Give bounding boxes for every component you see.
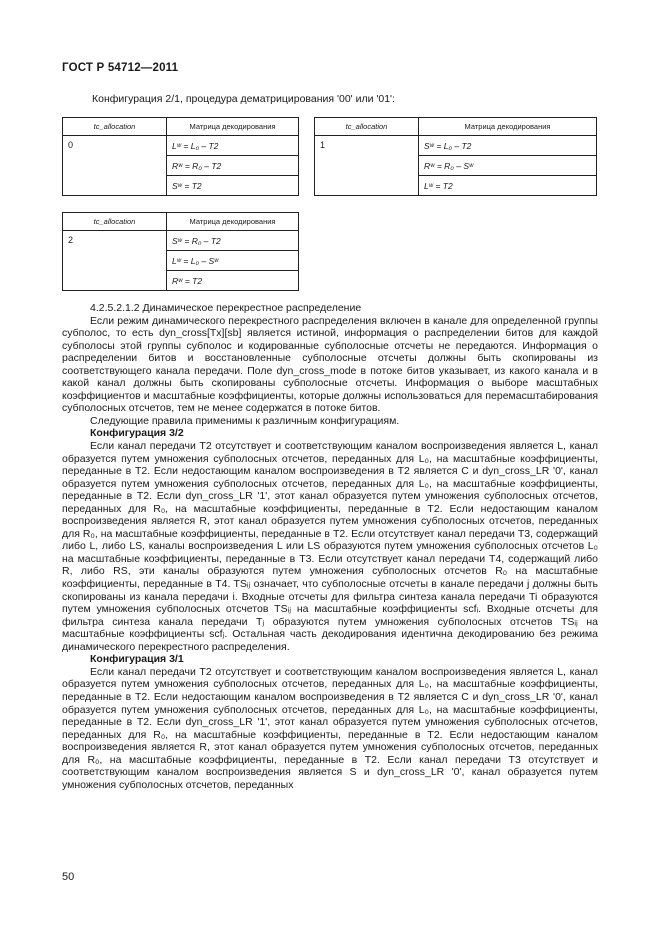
decoding-matrix-table-1 [314, 117, 597, 196]
tc-allocation-value: 1 [315, 136, 419, 196]
matrix-formula: Rʷ = R₀ – Sʷ [419, 156, 597, 176]
matrix-formula: Lʷ = L₀ – T2 [167, 136, 299, 156]
column-header-matrix: Матрица декодирования [419, 118, 597, 136]
section-title: 4.2.5.2.1.2 Динамическое перекрестное распределение [90, 302, 362, 314]
column-header-tc-allocation: tc_allocation [63, 213, 167, 231]
matrix-formula: Lʷ = L₀ – Sʷ [167, 251, 299, 271]
decoding-matrix-table-0 [62, 117, 299, 196]
document-header: ГОСТ Р 54712—2011 [62, 62, 179, 74]
matrix-formula: Sʷ = R₀ – T2 [167, 231, 299, 251]
column-header-matrix: Матрица декодирования [167, 213, 299, 231]
table-caption: Конфигурация 2/1, процедура дематрицирования '00' или '01': [92, 93, 395, 105]
matrix-formula: Sʷ = L₀ – T2 [419, 136, 597, 156]
page-number: 50 [62, 871, 75, 883]
configuration-heading: Конфигурация 3/1 [90, 653, 184, 666]
matrix-formula: Sʷ = T2 [167, 176, 299, 196]
column-header-tc-allocation: tc_allocation [315, 118, 419, 136]
tc-allocation-value: 2 [63, 231, 167, 291]
body-text [62, 302, 598, 791]
paragraph: Следующие правила применимы к различным конфигурациям. [90, 414, 400, 427]
matrix-formula: Lʷ = T2 [419, 176, 597, 196]
paragraph: Если канал передачи T2 отсутствует и соответствующим каналом воспроизведения является L, канал образуется путем умножения субполосных отсчетов, переданных для L₀, на масштабные коэффициенты, переданные в T2. Если недостающим каналом воспроизведения в T2 является C и dyn_cross_LR '0', канал образуется путем умножения субполосных отсчетов, переданных для L₀, на масштабные коэффициенты, переданные в T2. Если dyn_cross_LR '1', этот канал образуется путем умножения субполосных отсчетов, переданных для R₀, на масштабные коэффициенты, переданные в T2. Если недостающим каналом воспроизведения является R, этот канал образуется путем умножения субполосных отсчетов, переданных для R₀, на масштабные коэффициенты, переданные в T2. Если отсутствует канал передачи T3, содержащий либо L, либо LS, каналы воспроизведения L или LS образуются путем умножения субполосных отсчетов L₀ на масштабные коэффициенты, переданные в T3. Если отсутствует канал передачи T4, содержащий либо R, либо RS, эти каналы образуются путем умножения субполосных отсчетов R₀ на масштабные коэффициенты, переданные в T4. TSᵢⱼ означает, что субполосные отсчеты в канале передачи j должны быть скопированы из канала передачи i. Входные отсчеты для фильтра синтеза канала передачи Ti образуются путем умножения субполосных отсчетов TSᵢⱼ на масштабные коэффициенты scfᵢ. Входные отсчеты для фильтра синтеза канала передачи Tⱼ образуются путем умножения субполосных отсчетов TSᵢⱼ на масштабные коэффициенты scfⱼ. Остальная часть декодирования идентична декодированию без режима динамического перекрестного распределения. [62, 440, 598, 653]
column-header-matrix: Матрица декодирования [167, 118, 299, 136]
configuration-heading: Конфигурация 3/2 [90, 427, 184, 440]
matrix-formula: Rʷ = T2 [167, 271, 299, 291]
paragraph: Если канал передачи T2 отсутствует и соответствующим каналом воспроизведения является L, канал образуется путем умножения субполосных отсчетов, переданных для L₀, на масштабные коэффициенты, переданные в T2. Если недостающим каналом воспроизведения в T2 является C и dyn_cross_LR '0', канал образуется путем умножения субполосных отсчетов, переданных для L₀, на масштабные коэффициенты, переданные в T2. Если dyn_cross_LR '1', этот канал образуется путем умножения субполосных отсчетов, переданных для R₀, на масштабные коэффициенты, переданные в T2. Если недостающим каналом воспроизведения является R, этот канал образуется путем умножения субполосных отсчетов, переданных для R₀, на масштабные коэффициенты, переданные в T2. Если канал передачи T3 отсутствует и соответствующим каналом воспроизведения является S и dyn_cross_LR '0', канал образуется путем умножения субполосных отсчетов, переданных [62, 665, 598, 791]
paragraph: Если режим динамического перекрестного распределения включен в канале для определенной группы субполос, то есть dyn_cross[Tx][sb] является истиной, информация о распределении битов для каждой субполосы этой группы субполос и кодированные субполосные отсчеты не передаются. Информация о распределении битов и восстановленные субполосные отсчеты должны быть скопированы из соответствующего канала передачи. Поле dyn_cross_mode в потоке битов указывает, из какого канала и в какой канал должны быть скопированы субполосные отсчеты. Информация о выборе масштабных коэффициентов и масштабные коэффициенты, которые должны использоваться для перемасштабирования субполосных отсчетов, тем не менее содержатся в потоке битов. [62, 314, 598, 415]
matrix-formula: Rʷ = R₀ – T2 [167, 156, 299, 176]
column-header-tc-allocation: tc_allocation [63, 118, 167, 136]
tc-allocation-value: 0 [63, 136, 167, 196]
decoding-matrix-table-2 [62, 212, 299, 291]
